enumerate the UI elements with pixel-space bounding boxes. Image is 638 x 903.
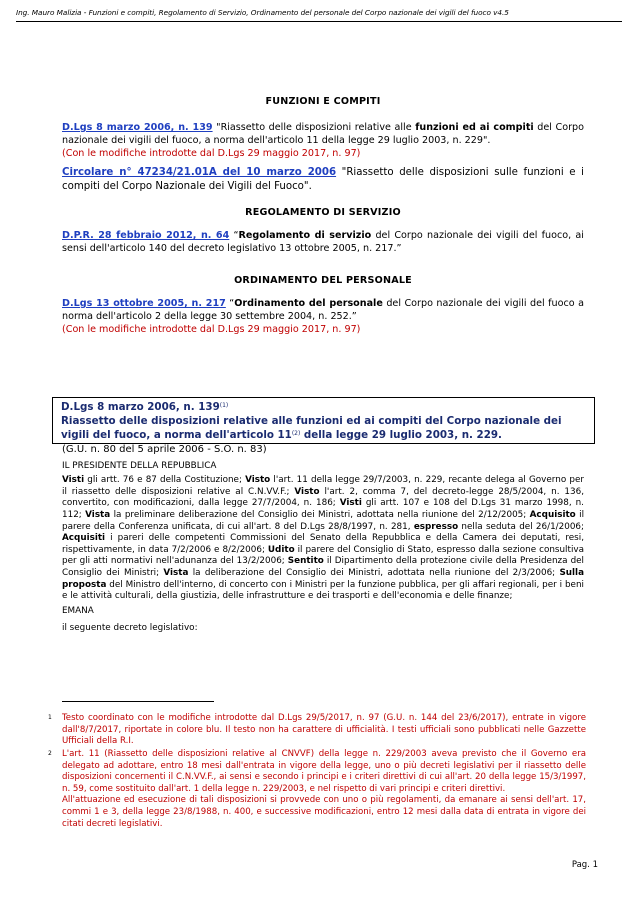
preamble-text: il parere del Consiglio di Stato, espresso dalla sezione consultiva per gli atti normativi nell'adunanza del 13/2/2006; xyxy=(62,544,584,567)
preamble-text: il parere della Conferenza unificata, di cui all'art. 8 del D.Lgs 28/8/1997, n. 281, xyxy=(62,509,585,532)
ref-dlgs-217: D.Lgs 13 ottobre 2005, n. 217 “Ordinamento del personale del Corpo nazionale dei vigili del fuoco a norma dell'articolo 2 della legge 30 settembre 2004, n. 252.” (Con le modifiche introdotte dal D.Lgs 29 maggio 2017, n. 97) xyxy=(62,298,584,335)
preamble-text: l'art. 2, comma 7, del decreto-legge 28/5/2004, n. 136, convertito, con modificazioni, dalla legge 27/7/2004, n. 186; xyxy=(62,486,585,509)
footnote-number: 2 xyxy=(48,750,52,757)
preamble-keyword: Acquisiti xyxy=(62,533,106,544)
footnote-2: 2 L'art. 11 (Riassetto delle disposizioni relative al CNVVF) della legge n. 229/2003 aveva previsto che il Governo era delegato ad adottare, entro 18 mesi dall'entrata in vigore della legge, uno o più decreti legislativi per il riassetto delle disposizioni concernenti il C.N.VV.F., ai sensi e secondo i principi e i criteri direttivi di cui all'art. 20 della legge 15/3/1997, n. 59, come sostituito dall'art. 1 della legge n. 229/2003, e nel rispetto di vari principi e criteri direttivi. All'attuazione ed esecuzione di tali disposizioni si provvede con uno o più regolamenti, da emanare ai sensi dell'art. 17, commi 1 e 3, della legge 23/8/1988, n. 400, e successive modificazioni, entro 12 mesi dalla data di entrata in vigore dei citati decreti legislativi. xyxy=(48,749,586,829)
section-title-funzioni: FUNZIONI E COMPITI xyxy=(265,96,381,107)
ref-dlgs-139: D.Lgs 8 marzo 2006, n. 139 "Riassetto delle disposizioni relative alle funzioni ed ai compiti del Corpo nazionale dei vigili del fuoco, a norma dell'articolo 11 della legge 29 luglio 2003, n. 229". (Con le modifiche introdotte dal D.Lgs 29 maggio 2017, n. 97) xyxy=(62,122,584,159)
decree-title-box: D.Lgs 8 marzo 2006, n. 139$^{(1)}$ Riassetto delle disposizioni relative alle funzioni ed ai compiti del Corpo nazionale dei vigili del fuoco, a norma dell'articolo 11$^{(2)}$ della legge 29 luglio 2003, n. 229. xyxy=(52,397,595,444)
modification-note: (Con le modifiche introdotte dal D.Lgs 29 maggio 2017, n. 97) xyxy=(62,324,361,335)
preamble-text: del Ministro dell'interno, di concerto con i Ministri per la funzione pubblica, per gli affari regionali, per i beni e le attività culturali, della giustizia, delle infrastrutture e dei trasporti e dell'economia e delle finanze; xyxy=(62,579,584,602)
ref-circolare: Circolare n° 47234/21.01A del 10 marzo 2006 "Riassetto delle disposizioni sulle funzioni e i compiti del Corpo Nazionale dei Vigili del Fuoco". xyxy=(62,167,584,192)
preamble-keyword: Acquisito xyxy=(529,509,576,520)
footnote-rule xyxy=(62,701,214,702)
ref-dpr-64: D.P.R. 28 febbraio 2012, n. 64 “Regolamento di servizio del Corpo nazionale dei vigili del fuoco, ai sensi dell'articolo 140 del decreto legislativo 13 ottobre 2005, n. 217.” xyxy=(62,230,584,254)
preamble-text: nella seduta del 26/1/2006; xyxy=(458,521,584,532)
link-circolare[interactable]: Circolare n° 47234/21.01A del 10 marzo 2006 xyxy=(62,167,337,178)
preamble-keyword: Sentito xyxy=(287,556,324,567)
decree-subject: Riassetto delle disposizioni relative alle funzioni ed ai compiti del Corpo nazionale dei vigili del fuoco, a norma dell'articolo 11 xyxy=(61,415,562,441)
preamble-paragraph xyxy=(62,475,584,603)
gazzetta-reference: (G.U. n. 80 del 5 aprile 2006 - S.O. n. 83) xyxy=(62,444,267,455)
link-dpr-64[interactable]: D.P.R. 28 febbraio 2012, n. 64 xyxy=(62,230,230,241)
preamble-keyword: Udito xyxy=(267,544,295,555)
preamble-keyword: Visti xyxy=(339,498,362,509)
footnote-ref-1[interactable]: (1) xyxy=(219,402,229,409)
section-title-ordinamento: ORDINAMENTO DEL PERSONALE xyxy=(234,275,412,286)
decree-name: D.Lgs 8 marzo 2006, n. 139 xyxy=(61,401,220,413)
preamble-keyword: Visti xyxy=(62,475,85,486)
page-number: Pag. 1 xyxy=(571,860,598,870)
emana-heading: EMANA xyxy=(62,605,94,616)
preamble-text: l'art. 11 della legge 29/7/2003, n. 229, recante delega al Governo per il riassetto delle disposizioni relative al C.N.VV.F.; xyxy=(62,475,584,497)
footnote-ref-2[interactable]: (2) xyxy=(291,430,301,437)
presidente-heading: IL PRESIDENTE DELLA REPUBBLICA xyxy=(62,460,217,471)
footnote-1: 1 Testo coordinato con le modifiche introdotte dal D.Lgs 29/5/2017, n. 97 (G.U. n. 144 del 23/6/2017), entrate in vigore dall'8/7/2017, riportate in colore blu. Il testo non ha carattere di ufficialità. I testi ufficiali sono pubblicati nelle Gazzette Ufficiali della R.I. xyxy=(48,713,586,747)
preamble-keyword: Sulla proposta xyxy=(62,567,585,590)
section-title-regolamento: REGOLAMENTO DI SERVIZIO xyxy=(245,207,401,218)
preamble-text: la preliminare deliberazione del Consiglio dei Ministri, adottata nella riunione del 2/12/2005; xyxy=(110,509,530,520)
decree-body xyxy=(62,444,584,638)
link-dlgs-217[interactable]: D.Lgs 13 ottobre 2005, n. 217 xyxy=(62,298,226,309)
decree-intro: il seguente decreto legislativo: xyxy=(62,623,198,634)
preamble-text: la deliberazione del Consiglio dei Ministri, adottata nella riunione del 2/3/2006; xyxy=(188,567,560,578)
preamble-keyword: Visto xyxy=(294,486,320,497)
header-rule xyxy=(16,21,622,22)
modification-note: (Con le modifiche introdotte dal D.Lgs 29 maggio 2017, n. 97) xyxy=(62,148,361,159)
preamble-text: i pareri delle competenti Commissioni del Senato della Repubblica e della Camera dei deputati, resi, rispettivamente, in data 7/2/2006 e 8/2/2006; xyxy=(62,533,584,555)
link-dlgs-139[interactable]: D.Lgs 8 marzo 2006, n. 139 xyxy=(62,122,213,133)
preamble-text: il Dipartimento della protezione civile della Presidenza del Consiglio dei Ministri; xyxy=(62,556,585,578)
references-section xyxy=(62,95,584,342)
preamble-keyword: espresso xyxy=(413,521,459,532)
preamble-keyword: Vista xyxy=(163,567,189,578)
preamble-keyword: Vista xyxy=(85,509,111,520)
preamble-keyword: Visto xyxy=(245,475,271,486)
preamble-text: gli artt. 107 e 108 del D.Lgs 31 marzo 1998, n. 112; xyxy=(62,498,584,520)
running-header: Ing. Mauro Malizia - Funzioni e compiti, Regolamento di Servizio, Ordinamento del personale del Corpo nazionale dei vigili del fuoco v4.5 xyxy=(16,8,509,17)
footnote-number: 1 xyxy=(48,714,52,721)
preamble-text: gli artt. 76 e 87 della Costituzione; xyxy=(84,475,246,486)
